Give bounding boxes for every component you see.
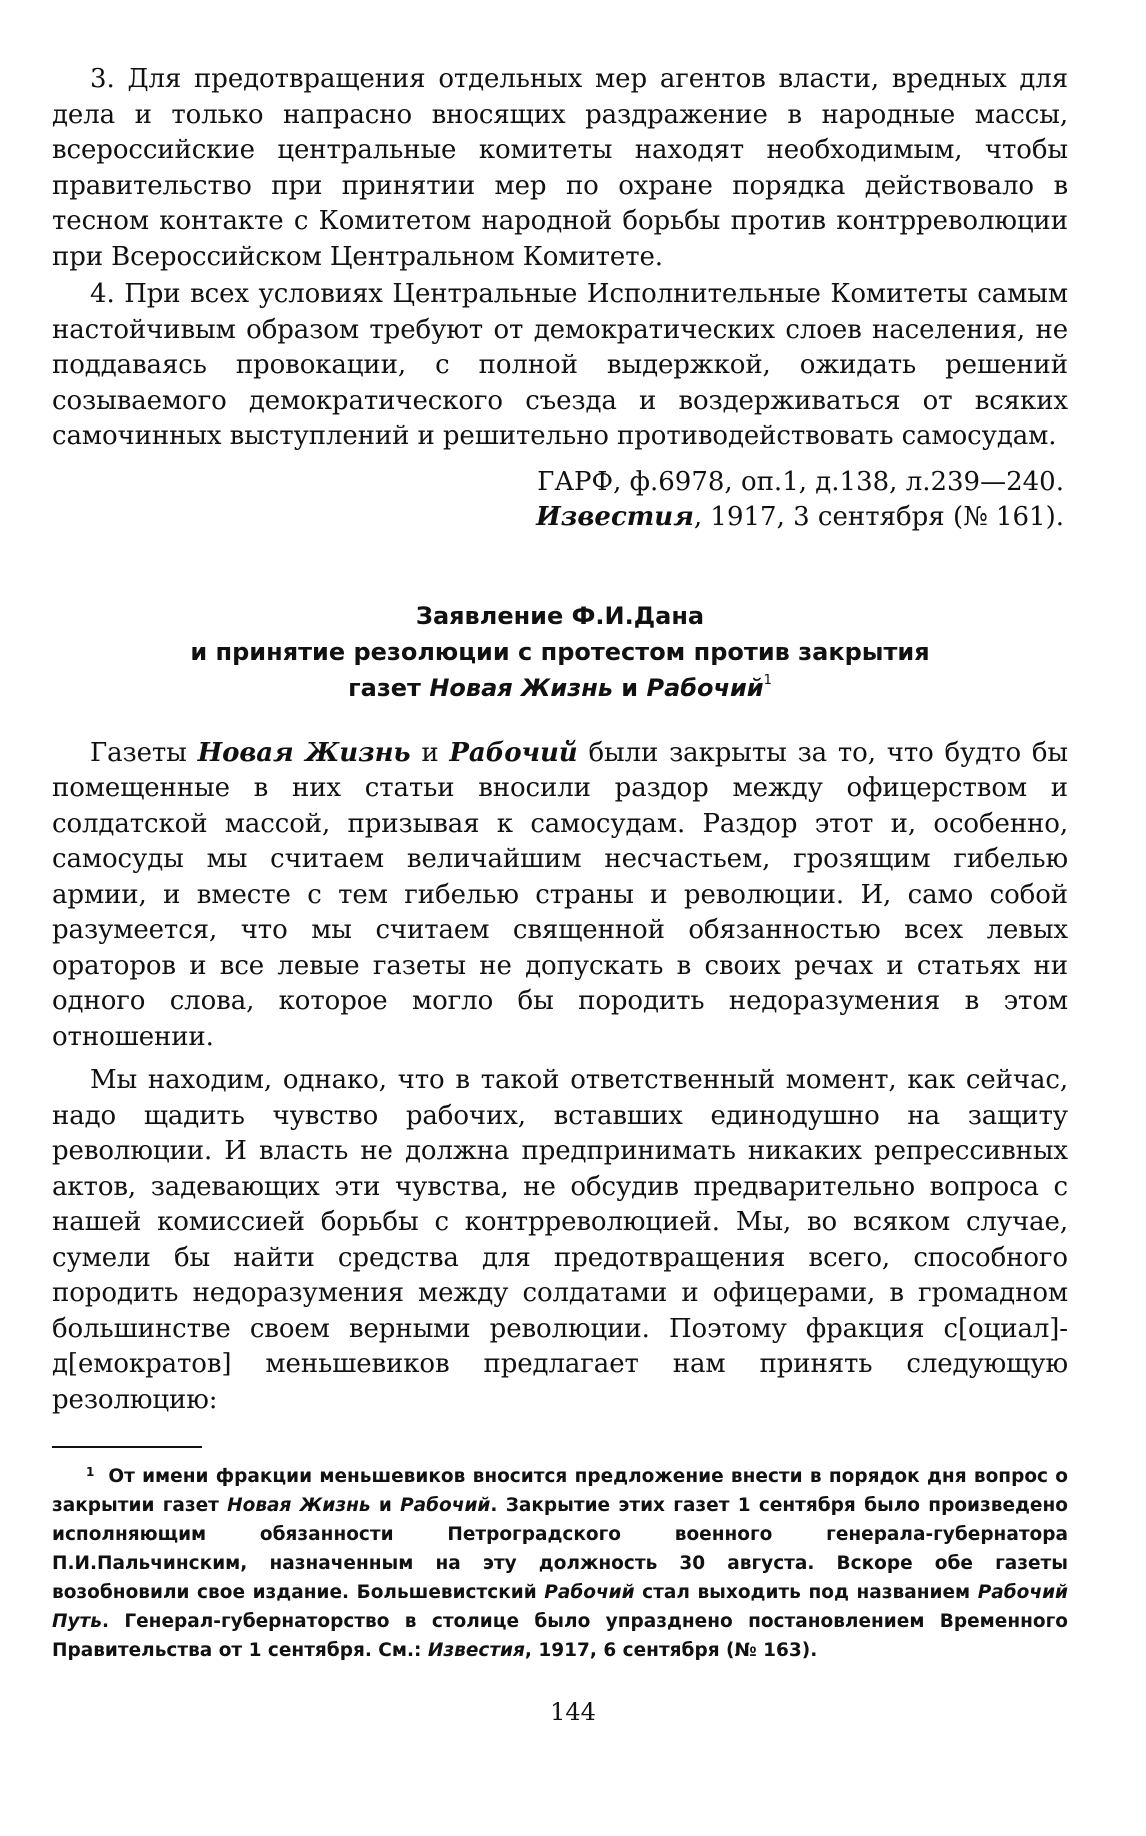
heading-footnote-mark: 1 <box>763 672 772 688</box>
footnote-paper-5: Известия <box>427 1640 525 1661</box>
page-number: 144 <box>550 1698 596 1726</box>
section-heading <box>52 598 1068 706</box>
footnote-paper-1: Новая Жизнь <box>227 1495 371 1516</box>
footnote-1 <box>52 1462 1068 1665</box>
para1-rest: были закрыты за то, что будто бы помещенные в них статьи вносили раздор между офицерством и солдатской массой, призывая к самосудам. Раздор этот и, особенно, самосуды мы считаем величайшим несчастьем, грозящим гибелью армии, и вместе с тем гибелью страны и революции. И, само собой разумеется, что мы считаем священной обязанностью всех левых ораторов и все левые газеты не допускать в своих речах и статьях ни одного слова, которое могло бы породить недоразумения в этом отношении. <box>52 737 1068 1052</box>
footnote-text-5: . Генерал-губернаторство в столице было упразднено постановлением Временного Правительства от 1 сентября. См.: <box>52 1611 1068 1661</box>
footnote-text-4: стал выходить под названием <box>634 1582 978 1603</box>
source-citation <box>52 465 1064 536</box>
footnote-text-3: . Закрытие этих газет 1 сентября было произведено исполняющим обязанности Петроградского военного генерала-губернатора П.И.Пальчинским, назначенным на эту должность 30 августа. Вскоре обе газеты возобновили свое издание. Большевистский <box>52 1495 1068 1603</box>
footnote-text-2: и <box>370 1495 401 1516</box>
heading-prefix: газет <box>348 673 430 702</box>
para1-paper-2: Рабочий <box>449 737 578 768</box>
newspaper-reference <box>52 500 1064 536</box>
heading-conj: и <box>612 673 647 702</box>
footnote-paper-4: Рабочий Путь <box>52 1582 1068 1632</box>
footnote-divider <box>52 1446 202 1448</box>
newspaper-issue: , 1917, 3 сентября (№ 161). <box>693 502 1064 532</box>
footnote-paper-3: Рабочий <box>544 1582 635 1603</box>
para1-conj: и <box>410 737 450 768</box>
para1-lead: Газеты <box>90 737 198 768</box>
heading-line-3 <box>52 670 1068 706</box>
newspaper-title: Известия <box>536 502 694 532</box>
para1-paper-1: Новая Жизнь <box>197 737 411 768</box>
archive-reference: ГАРФ, ф.6978, оп.1, д.138, л.239—240. <box>537 466 1064 497</box>
heading-line-1: Заявление Ф.И.Дана <box>415 601 705 630</box>
paragraph-main-2: Мы находим, однако, что в такой ответственный момент, как сейчас, надо щадить чувство рабочих, вставших единодушно на защиту революции. И власть не должна предпринимать никаких репрессивных актов, задевающих эти чувства, не обсудив предварительно вопроса с нашей комиссией борьбы с контрреволюцией. Мы, во всяком случае, сумели бы найти средства для предотвращения всего, способного породить недоразумения между солдатами и офицерами, в громадном большинстве своем верными революции. Поэтому фракция с[оциал]-д[емократов] меньшевиков предлагает нам принять следующую резолюцию: <box>52 1065 1068 1415</box>
paragraph-main-1 <box>52 736 1068 1056</box>
heading-paper-2: Рабочий <box>646 673 764 702</box>
heading-line-2: и принятие резолюции с протестом против закрытия <box>190 637 930 666</box>
footnote-text-1: От имени фракции меньшевиков вносится предложение внести в порядок дня вопрос о закрытии газет <box>52 1466 1068 1516</box>
footnote-paper-2: Рабочий <box>400 1495 491 1516</box>
paragraph-point-3: 3. Для предотвращения отдельных мер агентов власти, вредных для дела и только напрасно вносящих раздражение в народные массы, всероссийские центральные комитеты находят необходимым, чтобы правительство при принятии мер по охране порядка действовало в тесном контакте с Комитетом народной борьбы против контрреволюции при Всероссийском Центральном Комитете. <box>52 64 1068 272</box>
heading-paper-1: Новая Жизнь <box>429 673 613 702</box>
paragraph-point-4: 4. При всех условиях Центральные Исполнительные Комитеты самым настойчивым образом требуют от демократических слоев населения, не поддаваясь провокации, с полной выдержкой, ожидать решений созываемого демократического съезда и воздерживаться от всяких самочинных выступлений и решительно противодействовать самосудам. <box>52 279 1068 451</box>
footnote-text-6: , 1917, 6 сентября (№ 163). <box>524 1640 818 1661</box>
footnote-mark: 1 <box>86 1465 95 1479</box>
